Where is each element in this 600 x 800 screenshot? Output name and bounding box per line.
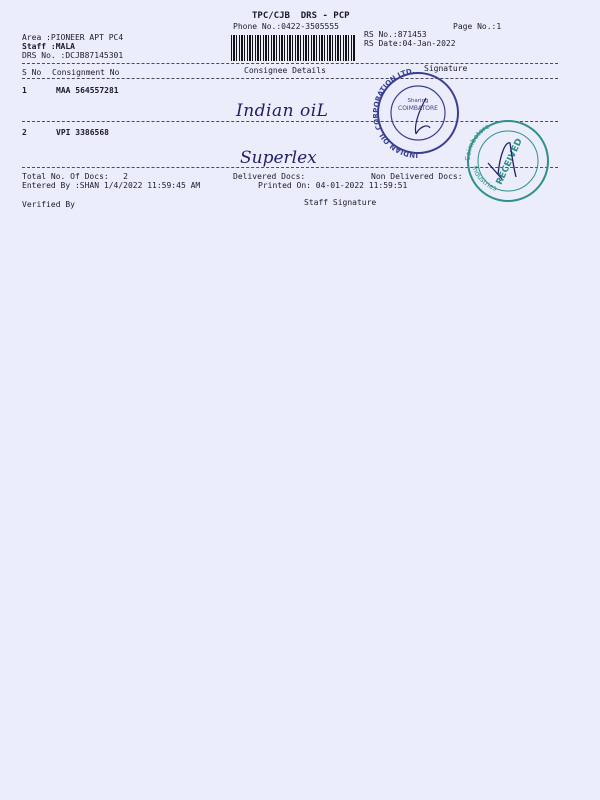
received-stamp	[458, 113, 558, 203]
delivered-docs: Delivered Docs:	[233, 172, 306, 181]
total-docs: Total No. Of Docs: 2	[22, 172, 128, 181]
header-divider	[22, 63, 558, 64]
indian-oil-stamp	[368, 68, 468, 158]
column-header-signature: Signature	[424, 64, 468, 73]
rs-number: RS No.:871453	[364, 30, 427, 39]
row-2-consignment: VPI 3386568	[56, 128, 109, 137]
entered-by: Entered By :SHAN 1/4/2022 11:59:45 AM	[22, 181, 201, 190]
row-1-sno: 1	[22, 86, 27, 95]
svg-text:INDIAN OIL CORPORATION LTD.	[372, 68, 418, 158]
stamp-1-center-top: COIMBATORE	[398, 105, 438, 112]
stamp-2-center: RECEIVED	[494, 137, 525, 187]
stamp-2-ring-bottom: Industries	[470, 164, 498, 193]
stamp-1-ring-text: INDIAN OIL CORPORATION LTD.	[371, 68, 419, 158]
document-title: TPC/CJB DRS - PCP	[252, 11, 350, 21]
area-field: Area :PIONEER APT PC4	[22, 33, 124, 42]
column-header-divider	[22, 78, 558, 79]
stamp-1-center-bottom: Sharing	[407, 98, 429, 104]
row-1-consignment: MAA 564557281	[56, 86, 119, 95]
row-1-handwritten-name: Indian oiL	[236, 101, 329, 121]
phone-number: Phone No.:0422-3505555	[233, 22, 339, 31]
stamp-2-ring-top: Coimbatore	[463, 122, 491, 162]
page-number: Page No.:1	[453, 22, 502, 31]
column-header-sno: S No	[22, 68, 42, 77]
non-delivered-docs: Non Delivered Docs:	[371, 172, 463, 181]
svg-text:Coimbatore	[464, 122, 491, 161]
column-header-consignment: Consignment No	[52, 68, 120, 77]
row-2-handwritten-name: Superlex	[240, 148, 317, 168]
verified-by: Verified By	[22, 200, 75, 209]
column-header-consignee: Consignee Details	[244, 66, 326, 75]
drs-number: DRS No. :DCJB87145301	[22, 51, 124, 60]
staff-signature: Staff Signature	[304, 198, 377, 207]
row-2-sno: 2	[22, 128, 27, 137]
staff-field: Staff :MALA	[22, 42, 75, 51]
printed-on: Printed On: 04-01-2022 11:59:51	[258, 181, 408, 190]
rs-date: RS Date:04-Jan-2022	[364, 39, 456, 48]
barcode-image	[231, 35, 355, 61]
